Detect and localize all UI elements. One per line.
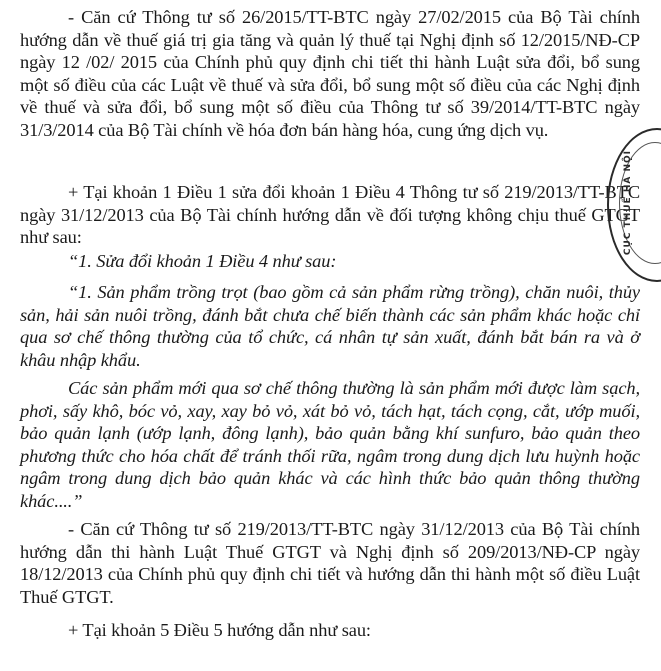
paragraph-circular-26-2015: - Căn cứ Thông tư số 26/2015/TT-BTC ngày 27/02/2015 của Bộ Tài chính hướng dẫn về thuế giá trị gia tăng và quản lý thuế tại Nghị định số 12/2015/NĐ-CP ngày 12 /02/ 2015 của Chính phủ quy định chi tiết thi hành Luật sửa đổi, bổ sung một số điều của các Luật về thuế và sửa đổi, bổ sung một số điều của các Nghị định về thuế và sửa đổi, bổ sung một số điều của Thông tư số 39/2014/TT-BTC ngày 31/3/2014 của Bộ Tài chính về hóa đơn bán hàng hóa, cung ứng dịch vụ. — [20, 7, 640, 140]
paragraph-clause-1-article-1: + Tại khoản 1 Điều 1 sửa đổi khoản 1 Điều 4 Thông tư số 219/2013/TT-BTC ngày 31/12/2013 của Bộ Tài chính hướng dẫn về đối tượng không chịu thuế GTGT như sau: — [20, 182, 640, 248]
quote-amend-clause-1: “1. Sửa đổi khoản 1 Điều 4 như sau: — [68, 251, 337, 271]
quote-preliminary-processing: Các sản phẩm mới qua sơ chế thông thường là sản phẩm mới được làm sạch, phơi, sấy khô, bóc vỏ, xay, xay bỏ vỏ, xát bỏ vỏ, tách hạt, tách cọng, cắt, ướp muối, bảo quản lạnh (ướp lạnh, đông lạnh), bảo quản bằng khí sunfuro, bảo quản theo phương thức cho hóa chất để tránh thối rữa, ngâm trong dung dịch lưu huỳnh hoặc ngâm trong dung dịch bảo quản khác và các hình thức bảo quản thông thường khác....” — [20, 378, 640, 511]
paragraph-clause-5-article-5: + Tại khoản 5 Điều 5 hướng dẫn như sau: — [68, 620, 371, 640]
seal-text: CỤC THUẾ HÀ NỘI — [623, 150, 633, 256]
quote-farm-products: “1. Sản phẩm trồng trọt (bao gồm cả sản phẩm rừng trồng), chăn nuôi, thủy sản, hải sản nuôi trồng, đánh bắt chưa chế biến thành các sản phẩm khác hoặc chỉ qua sơ chế thông thường của tổ chức, cá nhân tự sản xuất, đánh bắt bán ra và ở khâu nhập khẩu. — [20, 282, 640, 370]
paragraph-circular-219-2013: - Căn cứ Thông tư số 219/2013/TT-BTC ngày 31/12/2013 của Bộ Tài chính hướng dẫn thi hành Luật Thuế GTGT và Nghị định số 209/2013/NĐ-CP ngày 18/12/2013 của Chính phủ quy định chi tiết và hướng dẫn thi hành một số điều Luật Thuế GTGT. — [20, 519, 640, 607]
